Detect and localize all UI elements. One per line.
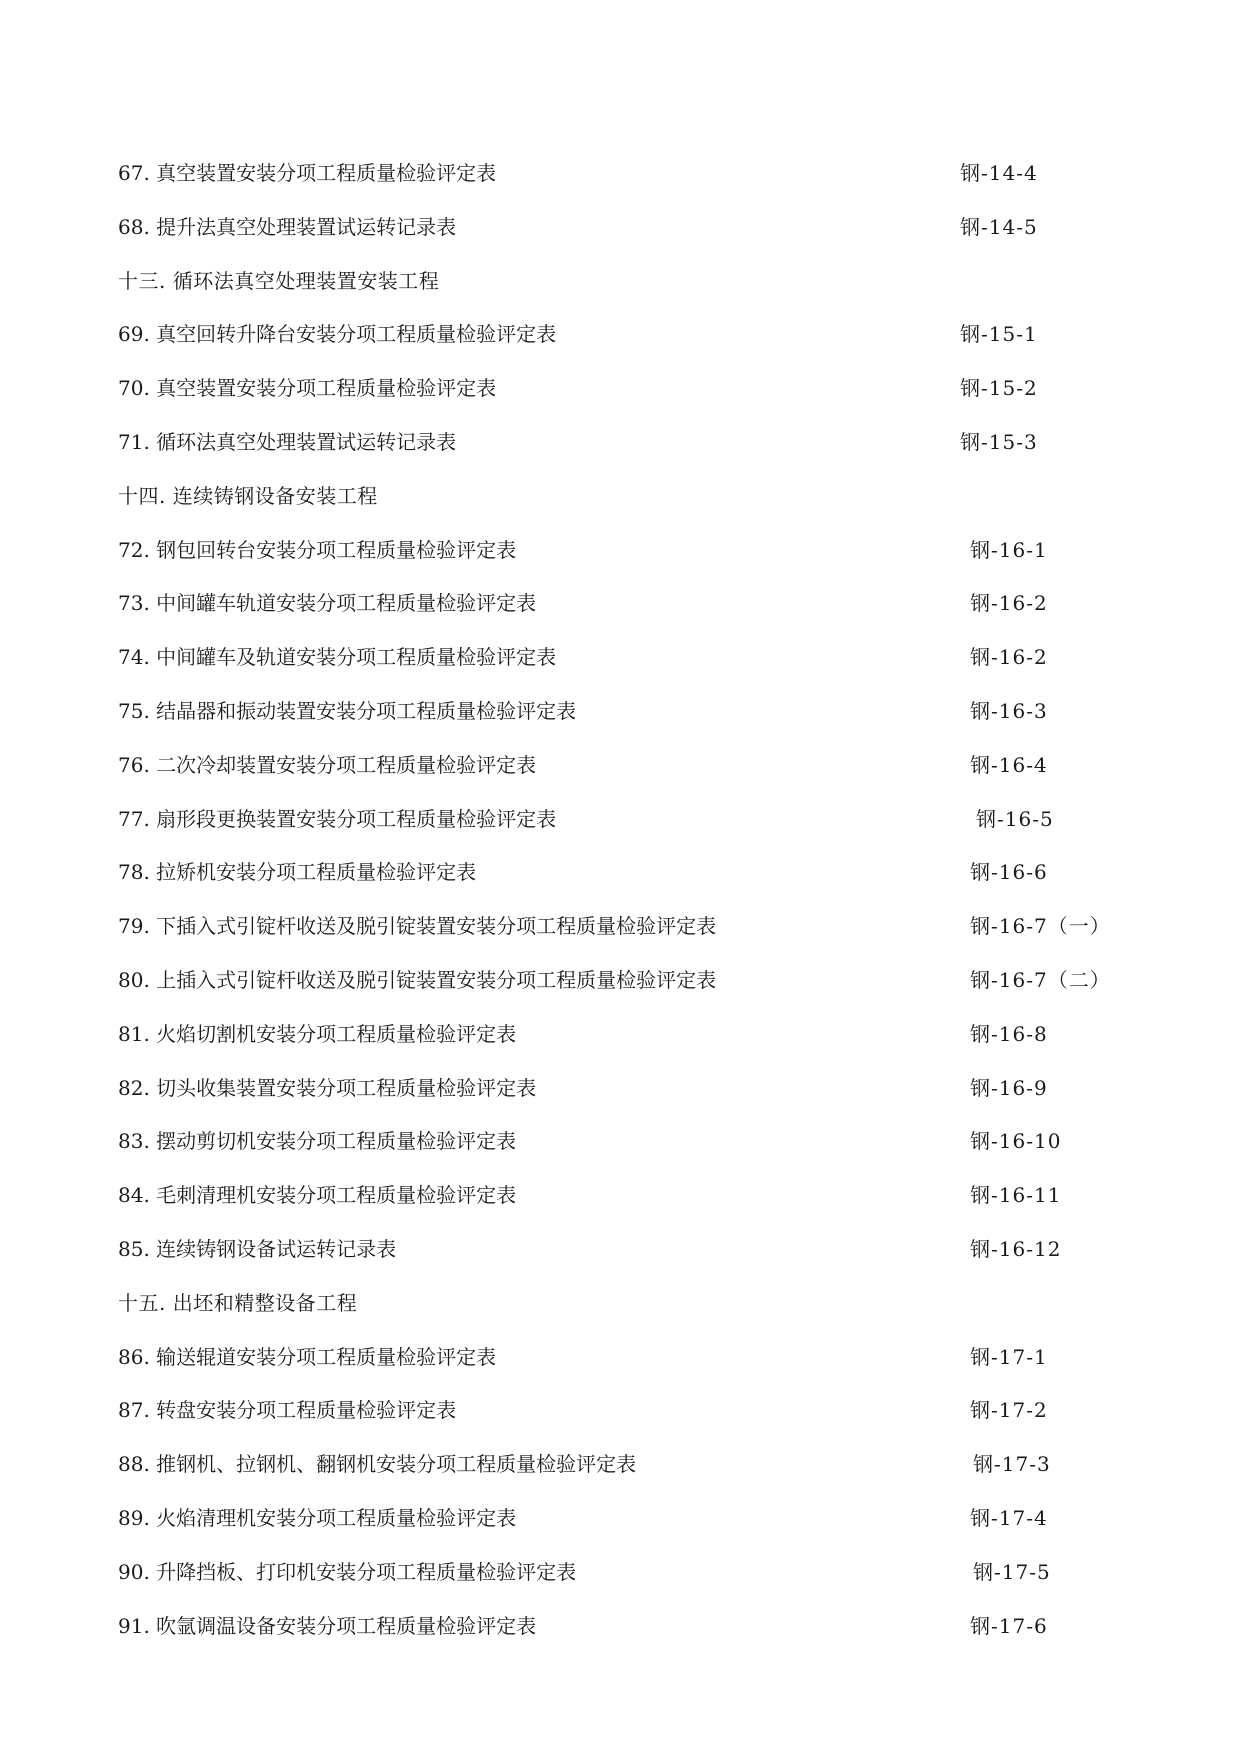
entry-code: 钢-16-8 — [970, 1021, 1048, 1046]
entry-code: 钢-17-5 — [973, 1559, 1051, 1584]
list-item — [118, 1234, 1138, 1288]
list-item — [118, 1180, 1138, 1234]
entry-code: 钢-17-4 — [970, 1505, 1048, 1530]
list-item — [118, 1073, 1138, 1127]
list-item — [118, 212, 1138, 266]
entry-title: 75. 结晶器和振动装置安装分项工程质量检验评定表 — [118, 698, 577, 723]
list-item — [118, 158, 1138, 212]
entry-code: 钢-16-9 — [970, 1075, 1048, 1100]
entry-title: 69. 真空回转升降台安装分项工程质量检验评定表 — [118, 322, 557, 347]
entry-code: 钢-16-11 — [970, 1183, 1062, 1208]
entry-code: 钢-16-2 — [970, 591, 1048, 616]
section-heading — [118, 481, 1138, 535]
entry-title: 84. 毛刺清理机安装分项工程质量检验评定表 — [118, 1183, 517, 1208]
entry-code: 钢-15-1 — [960, 322, 1038, 347]
entry-title: 68. 提升法真空处理装置试运转记录表 — [118, 214, 457, 239]
list-item — [118, 1019, 1138, 1073]
entry-code: 钢-17-6 — [970, 1613, 1048, 1638]
entry-code: 钢-14-5 — [960, 214, 1038, 239]
entry-title: 88. 推钢机、拉钢机、翻钢机安装分项工程质量检验评定表 — [118, 1452, 637, 1477]
section-heading — [118, 266, 1138, 320]
entry-title: 79. 下插入式引锭杆收送及脱引锭装置安装分项工程质量检验评定表 — [118, 914, 717, 939]
entry-title: 77. 扇形段更换装置安装分项工程质量检验评定表 — [118, 806, 557, 831]
entry-title: 89. 火焰清理机安装分项工程质量检验评定表 — [118, 1505, 517, 1530]
entry-title: 72. 钢包回转台安装分项工程质量检验评定表 — [118, 537, 517, 562]
list-item — [118, 696, 1138, 750]
entry-title: 83. 摆动剪切机安装分项工程质量检验评定表 — [118, 1129, 517, 1154]
list-item — [118, 427, 1138, 481]
list-item — [118, 535, 1138, 589]
list-item — [118, 965, 1138, 1019]
entry-title: 81. 火焰切割机安装分项工程质量检验评定表 — [118, 1021, 517, 1046]
entry-title: 74. 中间罐车及轨道安装分项工程质量检验评定表 — [118, 645, 557, 670]
entry-code: 钢-16-12 — [970, 1236, 1062, 1261]
list-item — [118, 1611, 1138, 1665]
list-item — [118, 588, 1138, 642]
entry-title: 70. 真空装置安装分项工程质量检验评定表 — [118, 376, 497, 401]
entry-title: 86. 输送辊道安装分项工程质量检验评定表 — [118, 1344, 497, 1369]
list-item — [118, 1395, 1138, 1449]
entry-code: 钢-15-2 — [960, 376, 1038, 401]
entry-title: 87. 转盘安装分项工程质量检验评定表 — [118, 1398, 457, 1423]
entry-code: 钢-16-1 — [970, 537, 1048, 562]
list-item — [118, 319, 1138, 373]
table-of-contents — [118, 158, 1138, 1664]
list-item — [118, 750, 1138, 804]
entry-title: 71. 循环法真空处理装置试运转记录表 — [118, 429, 457, 454]
list-item — [118, 642, 1138, 696]
entry-title: 73. 中间罐车轨道安装分项工程质量检验评定表 — [118, 591, 537, 616]
entry-title: 85. 连续铸钢设备试运转记录表 — [118, 1236, 397, 1261]
list-item — [118, 857, 1138, 911]
entry-code: 钢-16-7（二） — [970, 967, 1111, 992]
entry-code: 钢-17-1 — [970, 1344, 1048, 1369]
list-item — [118, 1503, 1138, 1557]
list-item — [118, 1342, 1138, 1396]
entry-code: 钢-15-3 — [960, 429, 1038, 454]
entry-title: 82. 切头收集装置安装分项工程质量检验评定表 — [118, 1075, 537, 1100]
entry-code: 钢-16-10 — [970, 1129, 1062, 1154]
entry-title: 67. 真空装置安装分项工程质量检验评定表 — [118, 161, 497, 185]
list-item — [118, 1126, 1138, 1180]
entry-title: 76. 二次冷却装置安装分项工程质量检验评定表 — [118, 752, 537, 777]
section-title: 十三. 循环法真空处理装置安装工程 — [118, 268, 440, 293]
list-item — [118, 911, 1138, 965]
list-item — [118, 1449, 1138, 1503]
section-heading — [118, 1288, 1138, 1342]
list-item — [118, 1557, 1138, 1611]
entry-code: 钢-17-2 — [970, 1398, 1048, 1423]
entry-code: 钢-16-5 — [976, 806, 1054, 831]
entry-code: 钢-16-3 — [970, 698, 1048, 723]
entry-title: 91. 吹氩调温设备安装分项工程质量检验评定表 — [118, 1613, 537, 1638]
section-title: 十四. 连续铸钢设备安装工程 — [118, 483, 378, 508]
entry-title: 90. 升降挡板、打印机安装分项工程质量检验评定表 — [118, 1559, 577, 1584]
entry-code: 钢-17-3 — [973, 1452, 1051, 1477]
entry-title: 80. 上插入式引锭杆收送及脱引锭装置安装分项工程质量检验评定表 — [118, 967, 717, 992]
list-item — [118, 373, 1138, 427]
list-item — [118, 804, 1138, 858]
entry-code: 钢-16-4 — [970, 752, 1048, 777]
entry-code: 钢-16-7（一） — [970, 914, 1111, 939]
section-title: 十五. 出坯和精整设备工程 — [118, 1290, 358, 1315]
entry-code: 钢-14-4 — [960, 161, 1038, 185]
entry-code: 钢-16-6 — [970, 860, 1048, 885]
entry-title: 78. 拉矫机安装分项工程质量检验评定表 — [118, 860, 477, 885]
entry-code: 钢-16-2 — [970, 645, 1048, 670]
